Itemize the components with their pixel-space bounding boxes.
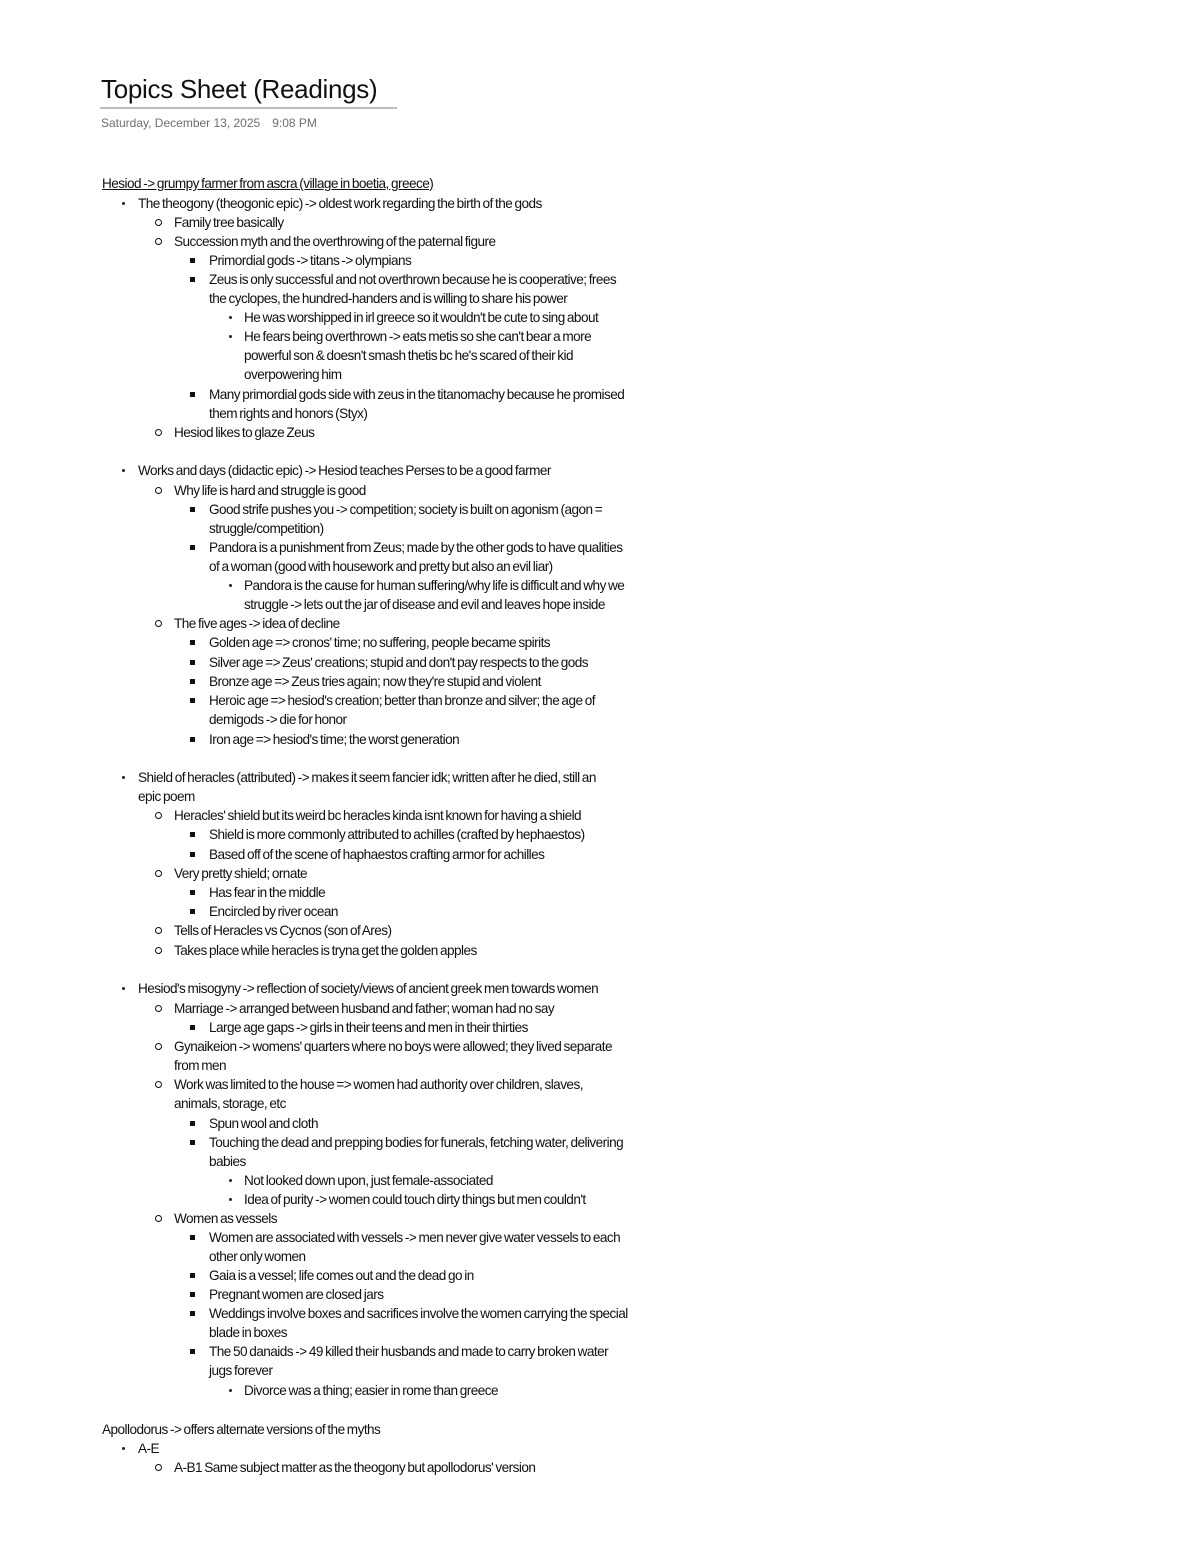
bullet-level-3-icon [190, 545, 195, 550]
outline-line[interactable]: Tells of Heracles vs Cycnos (son of Ares) [174, 923, 392, 938]
outline-line[interactable]: Weddings involve boxes and sacrifices involve the women carrying the special [209, 1306, 628, 1321]
outline-line[interactable]: Silver age => Zeus' creations; stupid and don't pay respects to the gods [209, 655, 589, 670]
bullet-level-4-icon [229, 335, 232, 338]
bullet-level-4-icon [229, 1389, 232, 1392]
bullet-level-1-icon [122, 202, 125, 205]
bullet-level-3-icon [190, 660, 195, 665]
bullet-level-3-icon [190, 1273, 195, 1278]
outline-line[interactable]: Pandora is the cause for human suffering/why life is difficult and why we [244, 578, 625, 593]
page-time: 9:08 PM [272, 116, 317, 130]
bullet-level-3-icon [190, 832, 195, 837]
bullet-level-2-icon [155, 487, 162, 494]
outline-line[interactable]: Succession myth and the overthrowing of the paternal figure [174, 234, 496, 249]
outline-line[interactable]: Apollodorus -> offers alternate versions of the myths [102, 1422, 381, 1437]
page-date: Saturday, December 13, 2025 [101, 116, 261, 130]
outline-line[interactable]: The 50 danaids -> 49 killed their husbands and made to carry broken water [209, 1344, 609, 1359]
bullet-level-3-icon [190, 258, 195, 263]
bullet-level-2-icon [155, 1081, 162, 1088]
bullet-level-3-icon [190, 277, 195, 282]
bullet-level-3-icon [190, 737, 195, 742]
outline-line[interactable]: Hesiod's misogyny -> reflection of society/views of ancient greek men towards women [138, 981, 599, 996]
bullet-level-2-icon [155, 812, 162, 819]
outline-line[interactable]: A-E [138, 1441, 160, 1456]
outline-line[interactable]: from men [174, 1058, 227, 1073]
outline-line[interactable]: Encircled by river ocean [209, 904, 338, 919]
outline-line[interactable]: them rights and honors (Styx) [209, 406, 368, 421]
outline-line[interactable]: Why life is hard and struggle is good [174, 483, 366, 498]
outline-line[interactable]: Hesiod -> grumpy farmer from ascra (village in boetia, greece) [102, 176, 434, 191]
outline-line[interactable]: He fears being overthrown -> eats metis so she can't bear a more [244, 329, 592, 344]
outline-line[interactable]: jugs forever [209, 1363, 273, 1378]
outline-line[interactable]: Pregnant women are closed jars [209, 1287, 384, 1302]
outline-line[interactable]: Shield of heracles (attributed) -> makes it seem fancier idk; written after he died, still an [138, 770, 596, 785]
outline-line[interactable]: epic poem [138, 789, 195, 804]
page-timestamp [101, 115, 317, 131]
bullet-level-2-icon [155, 620, 162, 627]
outline-line[interactable]: Works and days (didactic epic) -> Hesiod teaches Perses to be a good farmer [138, 463, 551, 478]
bullet-level-3-icon [190, 852, 195, 857]
outline-line[interactable]: blade in boxes [209, 1325, 287, 1340]
outline-line[interactable]: Iron age => hesiod's time; the worst generation [209, 732, 460, 747]
outline-line[interactable]: Touching the dead and prepping bodies for funerals, fetching water, delivering [209, 1135, 624, 1150]
outline-line[interactable]: babies [209, 1154, 246, 1169]
outline-line[interactable]: demigods -> die for honor [209, 712, 347, 727]
bullet-level-2-icon [155, 1043, 162, 1050]
bullet-level-2-icon [155, 1005, 162, 1012]
outline-line[interactable]: Gaia is a vessel; life comes out and the dead go in [209, 1268, 474, 1283]
bullet-level-2-icon [155, 238, 162, 245]
bullet-level-3-icon [190, 890, 195, 895]
bullet-level-1-icon [122, 469, 125, 472]
bullet-level-3-icon [190, 1121, 195, 1126]
outline-line[interactable]: Idea of purity -> women could touch dirty things but men couldn't [244, 1192, 586, 1207]
outline-line[interactable]: Spun wool and cloth [209, 1116, 318, 1131]
outline-line[interactable]: Primordial gods -> titans -> olympians [209, 253, 412, 268]
outline-line[interactable]: Not looked down upon, just female-associated [244, 1173, 493, 1188]
title-underline [100, 107, 397, 109]
outline-line[interactable]: Women are associated with vessels -> men never give water vessels to each [209, 1230, 621, 1245]
bullet-level-1-icon [122, 776, 125, 779]
bullet-level-2-icon [155, 927, 162, 934]
bullet-level-3-icon [190, 909, 195, 914]
bullet-level-2-icon [155, 219, 162, 226]
page-title[interactable]: Topics Sheet (Readings) [101, 74, 378, 104]
outline-line[interactable]: Bronze age => Zeus tries again; now they're stupid and violent [209, 674, 541, 689]
outline-line[interactable]: of a woman (good with housework and pretty but also an evil liar) [209, 559, 553, 574]
outline-line[interactable]: The five ages -> idea of decline [174, 616, 340, 631]
outline-line[interactable]: Good strife pushes you -> competition; society is built on agonism (agon = [209, 502, 603, 517]
outline-line[interactable]: Large age gaps -> girls in their teens and men in their thirties [209, 1020, 528, 1035]
bullet-level-2-icon [155, 429, 162, 436]
outline-line[interactable]: Divorce was a thing; easier in rome than greece [244, 1383, 499, 1398]
bullet-level-4-icon [229, 316, 232, 319]
bullet-level-2-icon [155, 1464, 162, 1471]
outline-line[interactable]: struggle -> lets out the jar of disease and evil and leaves hope inside [244, 597, 605, 612]
bullet-level-2-icon [155, 947, 162, 954]
outline-line[interactable]: Zeus is only successful and not overthrown because he is cooperative; frees [209, 272, 617, 287]
bullet-level-3-icon [190, 1025, 195, 1030]
outline-line[interactable]: Takes place while heracles is tryna get the golden apples [174, 943, 477, 958]
outline-line[interactable]: Family tree basically [174, 215, 284, 230]
outline-line[interactable]: The theogony (theogonic epic) -> oldest work regarding the birth of the gods [138, 196, 542, 211]
outline-line[interactable]: Shield is more commonly attributed to achilles (crafted by hephaestos) [209, 827, 585, 842]
bullet-level-3-icon [190, 1349, 195, 1354]
bullet-level-3-icon [190, 392, 195, 397]
bullet-level-1-icon [122, 1447, 125, 1450]
outline-line[interactable]: Gynaikeion -> womens' quarters where no boys were allowed; they lived separate [174, 1039, 612, 1054]
bullet-level-3-icon [190, 1140, 195, 1145]
outline-line[interactable]: struggle/competition) [209, 521, 324, 536]
outline-line[interactable]: Women as vessels [174, 1211, 278, 1226]
outline-line[interactable]: Golden age => cronos' time; no suffering, people became spirits [209, 635, 551, 650]
bullet-level-3-icon [190, 1235, 195, 1240]
outline-line[interactable]: Hesiod likes to glaze Zeus [174, 425, 315, 440]
outline-line[interactable]: Marriage -> arranged between husband and father; woman had no say [174, 1001, 555, 1016]
outline-line[interactable]: Based off of the scene of haphaestos crafting armor for achilles [209, 847, 545, 862]
bullet-level-2-icon [155, 870, 162, 877]
outline-line[interactable]: powerful son & doesn't smash thetis bc he's scared of their kid [244, 348, 574, 363]
outline-line[interactable]: A-B1 Same subject matter as the theogony but apollodorus' version [174, 1460, 536, 1475]
outline-line[interactable]: other only women [209, 1249, 306, 1264]
bullet-level-4-icon [229, 1179, 232, 1182]
outline-line[interactable]: He was worshipped in irl greece so it wouldn't be cute to sing about [244, 310, 599, 325]
outline-line[interactable]: overpowering him [244, 367, 342, 382]
bullet-level-1-icon [122, 987, 125, 990]
outline-line[interactable]: Pandora is a punishment from Zeus; made by the other gods to have qualities [209, 540, 623, 555]
outline-line[interactable]: animals, storage, etc [174, 1096, 286, 1111]
outline-line[interactable]: Heracles' shield but its weird bc heracles kinda isnt known for having a shield [174, 808, 582, 823]
bullet-level-3-icon [190, 698, 195, 703]
outline-line[interactable]: Very pretty shield; ornate [174, 866, 308, 881]
outline-line[interactable]: Has fear in the middle [209, 885, 326, 900]
bullet-level-3-icon [190, 1292, 195, 1297]
bullet-level-4-icon [229, 1198, 232, 1201]
bullet-level-2-icon [155, 1215, 162, 1222]
outline-line[interactable]: the cyclopes, the hundred-handers and is willing to share his power [209, 291, 568, 306]
outline-line[interactable]: Many primordial gods side with zeus in the titanomachy because he promised [209, 387, 625, 402]
bullet-level-4-icon [229, 584, 232, 587]
bullet-level-3-icon [190, 679, 195, 684]
bullet-level-3-icon [190, 507, 195, 512]
outline-line[interactable]: Heroic age => hesiod's creation; better than bronze and silver; the age of [209, 693, 595, 708]
bullet-level-3-icon [190, 640, 195, 645]
bullet-level-3-icon [190, 1311, 195, 1316]
outline-line[interactable]: Work was limited to the house => women had authority over children, slaves, [174, 1077, 583, 1092]
